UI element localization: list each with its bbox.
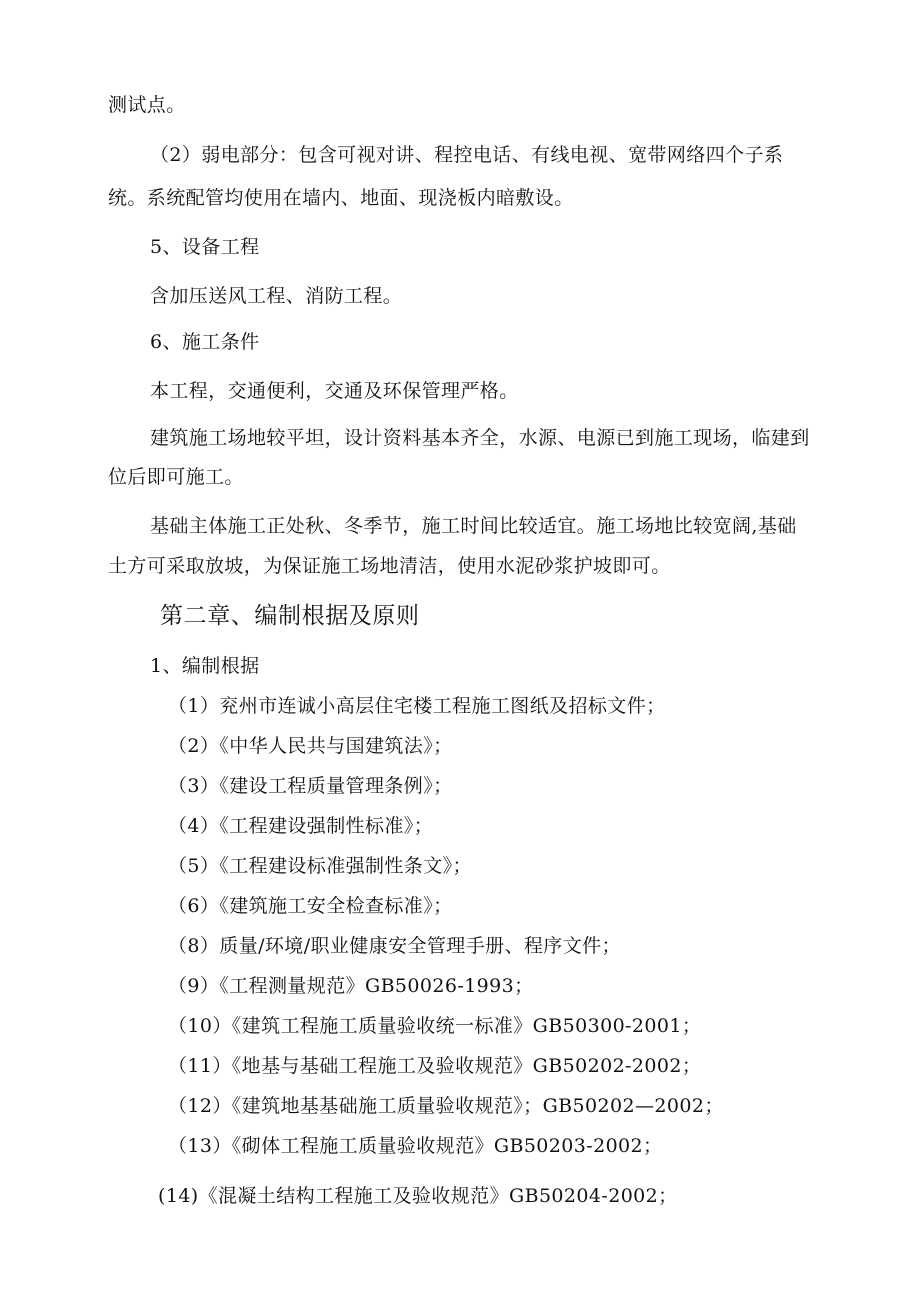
basis-item: （5）《工程建设标准强制性条文》； [168,855,472,877]
chapter-heading: 第二章、编制根据及原则 [160,603,420,629]
paragraph-line: 建筑施工场地较平坦，设计资料基本齐全，水源、电源已到施工现场，临建到 [150,427,810,449]
paragraph-line: 位后即可施工。 [108,466,244,488]
paragraph-line: 统。系统配管均使用在墙内、地面、现浇板内暗敷设。 [108,187,574,209]
basis-item: （12）《建筑地基基础施工质量验收规范》；GB50202—2002； [168,1095,724,1117]
basis-item: （8）质量/环境/职业健康安全管理手册、程序文件； [168,935,621,957]
paragraph-line: 含加压送风工程、消防工程。 [150,285,403,307]
section-heading: 1、编制根据 [150,655,260,677]
basis-item: （3）《建设工程质量管理条例》； [168,775,453,797]
paragraph-line: 测试点。 [108,94,186,116]
basis-item: （1）兖州市连诚小高层住宅楼工程施工图纸及招标文件； [168,695,666,717]
paragraph-line: 基础主体施工正处秋、冬季节，施工时间比较适宜。施工场地比较宽阔,基础 [150,515,797,537]
paragraph-line: 土方可采取放坡，为保证施工场地清洁，使用水泥砂浆护坡即可。 [108,555,671,577]
section-title-equipment: 5、设备工程 [150,236,260,258]
basis-item: （10）《建筑工程施工质量验收统一标准》GB50300-2001； [168,1015,702,1037]
basis-item: （13）《砌体工程施工质量验收规范》GB50203-2002； [168,1135,663,1157]
basis-item: （6）《建筑施工安全检查标准》； [168,895,453,917]
section-title-conditions: 6、施工条件 [150,331,260,353]
basis-item: （2）《中华人民共与国建筑法》； [168,735,453,757]
basis-item: （9）《工程测量规范》GB50026-1993； [168,975,534,997]
basis-item: (14)《混凝土结构工程施工及验收规范》GB50204-2002； [158,1185,678,1207]
basis-item: （11）《地基与基础工程施工及验收规范》GB50202-2002； [168,1055,702,1077]
paragraph-line: 本工程，交通便利，交通及环保管理严格。 [150,380,519,402]
paragraph-line: （2）弱电部分：包含可视对讲、程控电话、有线电视、宽带网络四个子系 [150,144,784,166]
basis-item: （4）《工程建设强制性标准》； [168,815,434,837]
